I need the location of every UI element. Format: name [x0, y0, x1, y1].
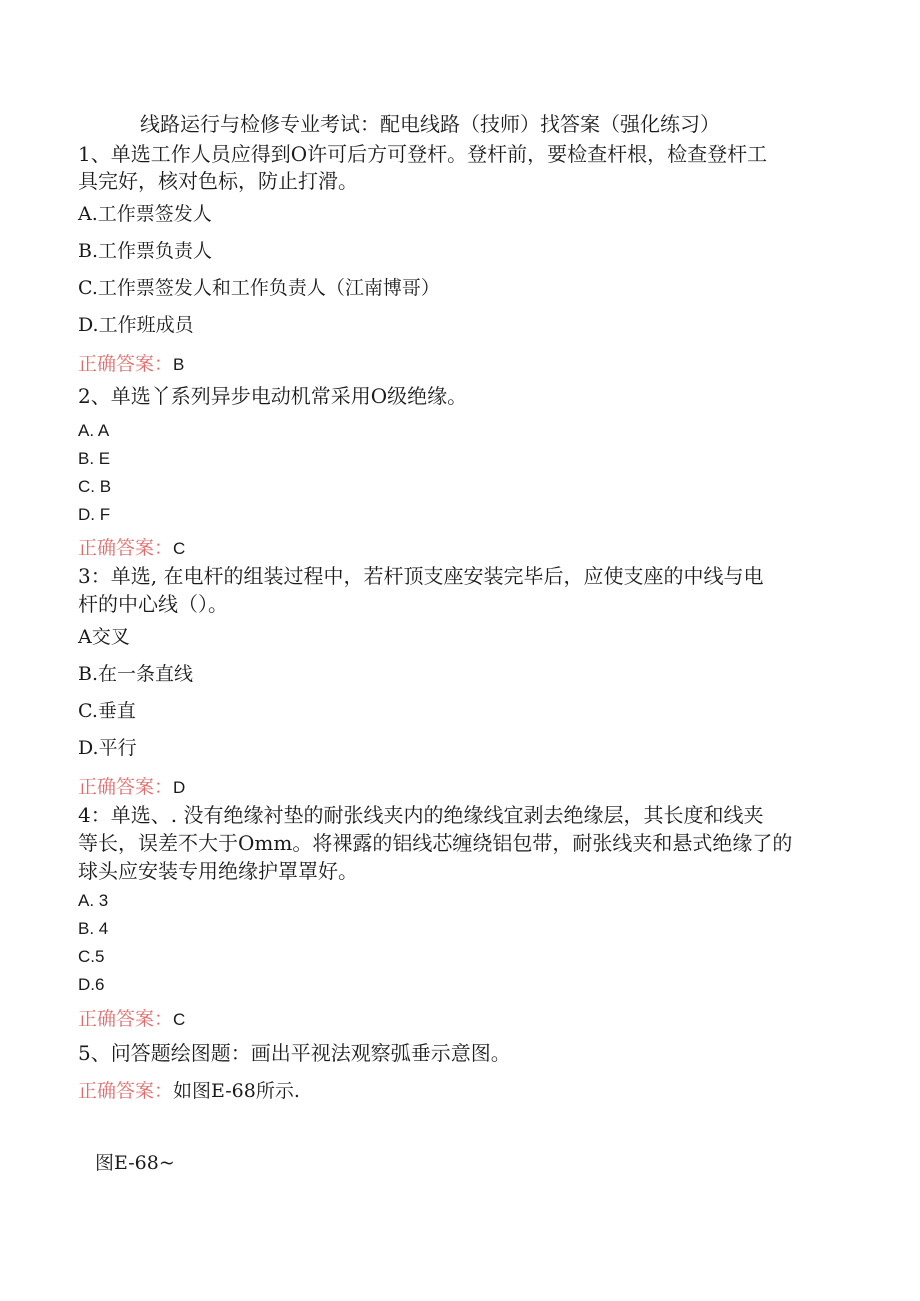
question-2-stem-line-1: 2、单选丫系列异步电动机常采用O级绝缘。 — [78, 384, 468, 408]
question-2-option-c: C. B — [78, 477, 112, 496]
question-1-option-a: A.工作票签发人 — [78, 203, 212, 225]
answer-label: 正确答案： — [78, 1080, 174, 1102]
question-4-stem-line-3: 球头应安装专用绝缘护罩罩好。 — [78, 859, 358, 883]
question-1-option-b: B.工作票负责人 — [78, 240, 213, 262]
answer-value: C — [173, 539, 186, 558]
question-4-answer — [78, 1005, 185, 1033]
answer-value: B — [173, 355, 185, 374]
question-3-option-c: C.垂直 — [78, 700, 136, 722]
question-4-option-a: A. 3 — [78, 891, 109, 910]
question-3-option-b: B.在一条直线 — [78, 663, 194, 685]
figure-label: 图E-68~ — [95, 1152, 175, 1174]
question-4-option-d: D.6 — [78, 975, 105, 994]
answer-label: 正确答案： — [78, 776, 174, 798]
question-4-stem-line-1: 4：单选、. 没有绝缘衬垫的耐张线夹内的绝缘线宜剥去绝缘层，其长度和线夹 — [78, 803, 764, 827]
question-5-stem-line-1: 5、问答题绘图题：画出平视法观察弧垂示意图。 — [78, 1041, 511, 1065]
question-3-answer — [78, 773, 185, 801]
answer-label: 正确答案： — [78, 537, 174, 559]
question-3-stem-line-1: 3：单选, 在电杆的组装过程中，若杆顶支座安装完毕后，应使支座的中线与电 — [78, 564, 764, 588]
question-1-option-c: C.工作票签发人和工作负责人（江南博哥） — [78, 277, 440, 299]
question-4-stem-line-2: 等长，误差不大于Omm。将裸露的铝线芯缠绕铝包带，耐张线夹和悬式绝缘了的 — [78, 831, 793, 855]
question-3-option-a: A交叉 — [78, 626, 130, 648]
question-1-stem-line-1: 1、单选工作人员应得到O许可后方可登杆。登杆前，要检查杆根，检查登杆工 — [78, 142, 768, 166]
question-2-option-a: A. A — [78, 421, 110, 440]
document-title: 线路运行与检修专业考试：配电线路（技师）找答案（强化练习） — [140, 112, 720, 136]
answer-value: C — [173, 1010, 186, 1029]
question-4-option-b: B. 4 — [78, 919, 109, 938]
question-1-answer — [78, 350, 184, 378]
question-2-option-b: B. E — [78, 449, 111, 468]
question-3-stem-line-2: 杆的中心线（）。 — [78, 592, 228, 616]
answer-value: 如图E-68所示. — [173, 1080, 300, 1102]
answer-value: D — [173, 778, 186, 797]
question-5-answer — [78, 1077, 300, 1104]
question-2-option-d: D. F — [78, 505, 111, 524]
question-3-option-d: D.平行 — [78, 737, 137, 759]
question-1-stem-line-2: 具完好，核对色标，防止打滑。 — [78, 169, 358, 193]
answer-label: 正确答案： — [78, 353, 174, 375]
question-2-answer — [78, 534, 185, 562]
question-1-option-d: D.工作班成员 — [78, 314, 194, 336]
answer-label: 正确答案： — [78, 1008, 174, 1030]
question-4-option-c: C.5 — [78, 947, 105, 966]
